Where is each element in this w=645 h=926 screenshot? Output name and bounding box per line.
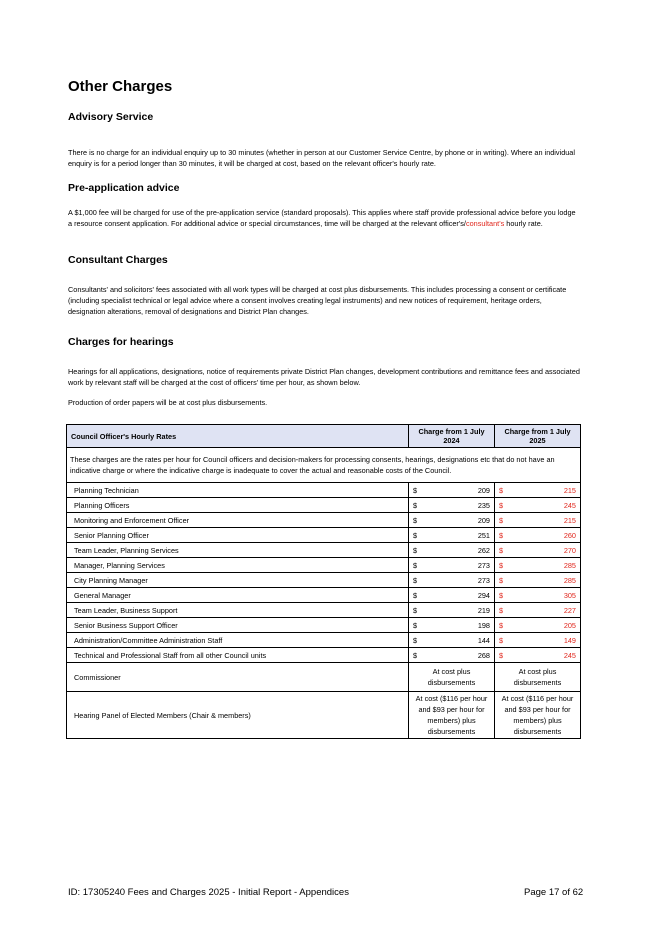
amount: 273 (477, 575, 490, 585)
paragraph-hearings-2: Production of order papers will be at cost plus disbursements. (68, 398, 268, 407)
money-value (499, 501, 576, 510)
money-value (499, 546, 576, 555)
currency-symbol: $ (413, 530, 418, 540)
charge-2024 (409, 618, 495, 633)
role-name: Planning Officers (67, 498, 409, 513)
role-name: Senior Business Support Officer (67, 618, 409, 633)
currency-symbol: $ (413, 500, 418, 510)
money-value (499, 636, 576, 645)
role-name: Administration/Committee Administration Staff (67, 633, 409, 648)
paragraph-consultant-charges: Consultants' and solicitors' fees associated with all work types will be charged at cost plus disbursements. This includes processing a consent or certificate (including specialist technical or legal advice where a consent involves creating legal instruments) and new notices of requirement, heritage orders, designation alterations, removal of designations and District Plan changes. (68, 285, 567, 316)
table-row (67, 498, 581, 513)
charge-2025 (495, 603, 581, 618)
charge-2024 (409, 513, 495, 528)
charge-2024 (409, 648, 495, 663)
currency-symbol: $ (499, 650, 504, 660)
table-header-row (67, 425, 581, 448)
money-value (413, 636, 490, 645)
money-value (413, 531, 490, 540)
amount: 285 (563, 575, 576, 585)
money-value (413, 651, 490, 660)
money-value (499, 531, 576, 540)
hearing-panel-row (67, 692, 581, 739)
amount: 144 (477, 635, 490, 645)
role-name: Monitoring and Enforcement Officer (67, 513, 409, 528)
footer-document-id: ID: 17305240 Fees and Charges 2025 - Initial Report - Appendices (68, 887, 349, 898)
role-name: Hearing Panel of Elected Members (Chair & members) (67, 692, 409, 739)
charge-2025 (495, 573, 581, 588)
currency-symbol: $ (499, 635, 504, 645)
table-note-row (67, 448, 581, 483)
amount: 268 (477, 650, 490, 660)
charge-2024 (409, 603, 495, 618)
heading-consultant-charges: Consultant Charges (68, 254, 168, 266)
currency-symbol: $ (499, 530, 504, 540)
charge-2025: At cost plus disbursements (495, 663, 581, 692)
money-value (413, 606, 490, 615)
currency-symbol: $ (413, 515, 418, 525)
amount: 219 (477, 605, 490, 615)
role-name: Manager, Planning Services (67, 558, 409, 573)
role-name: Team Leader, Business Support (67, 603, 409, 618)
table-row (67, 528, 581, 543)
table-row (67, 558, 581, 573)
money-value (499, 486, 576, 495)
charge-2024 (409, 543, 495, 558)
currency-symbol: $ (499, 515, 504, 525)
amount: 215 (563, 515, 576, 525)
charge-2025 (495, 483, 581, 498)
charge-2024 (409, 588, 495, 603)
amount: 149 (563, 635, 576, 645)
charge-2024 (409, 558, 495, 573)
charge-2024 (409, 573, 495, 588)
currency-symbol: $ (413, 650, 418, 660)
role-name: Technical and Professional Staff from all other Council units (67, 648, 409, 663)
heading-advisory-service: Advisory Service (68, 111, 154, 123)
currency-symbol: $ (413, 575, 418, 585)
heading-pre-application-advice: Pre-application advice (68, 182, 180, 194)
charge-2024: At cost plus disbursements (409, 663, 495, 692)
table-row (67, 573, 581, 588)
table-row (67, 633, 581, 648)
page-title: Other Charges (68, 78, 173, 95)
currency-symbol: $ (499, 560, 504, 570)
pre-app-text-highlight: consultant's (465, 219, 505, 228)
charge-2024 (409, 483, 495, 498)
money-value (499, 606, 576, 615)
table-row (67, 588, 581, 603)
currency-symbol: $ (413, 560, 418, 570)
table-row (67, 543, 581, 558)
charge-2025 (495, 498, 581, 513)
money-value (499, 516, 576, 525)
header-charge-2024: Charge from 1 July 2024 (409, 425, 495, 448)
charge-2025 (495, 618, 581, 633)
amount: 251 (477, 530, 490, 540)
charge-2025: At cost ($116 per hour and $93 per hour for members) plus disbursements (495, 692, 581, 739)
money-value (413, 561, 490, 570)
currency-symbol: $ (413, 635, 418, 645)
money-value (499, 651, 576, 660)
footer-page-number: Page 17 of 62 (524, 887, 584, 898)
amount: 285 (563, 560, 576, 570)
money-value (413, 516, 490, 525)
charge-2025 (495, 648, 581, 663)
heading-charges-for-hearings: Charges for hearings (68, 336, 174, 348)
paragraph-pre-application-advice (68, 207, 580, 229)
pre-app-text-end: hourly rate. (504, 219, 543, 228)
currency-symbol: $ (499, 485, 504, 495)
role-name: General Manager (67, 588, 409, 603)
charge-2025 (495, 513, 581, 528)
amount: 262 (477, 545, 490, 555)
currency-symbol: $ (413, 620, 418, 630)
money-value (413, 576, 490, 585)
amount: 273 (477, 560, 490, 570)
currency-symbol: $ (413, 590, 418, 600)
money-value (413, 501, 490, 510)
currency-symbol: $ (499, 545, 504, 555)
role-name: Commissioner (67, 663, 409, 692)
commissioner-row (67, 663, 581, 692)
money-value (413, 546, 490, 555)
role-name: Team Leader, Planning Services (67, 543, 409, 558)
money-value (499, 561, 576, 570)
charge-2024 (409, 528, 495, 543)
charge-2025 (495, 558, 581, 573)
currency-symbol: $ (499, 605, 504, 615)
charge-2024: At cost ($116 per hour and $93 per hour for members) plus disbursements (409, 692, 495, 739)
amount: 245 (563, 500, 576, 510)
currency-symbol: $ (499, 590, 504, 600)
currency-symbol: $ (499, 575, 504, 585)
currency-symbol: $ (499, 620, 504, 630)
paragraph-advisory-service: There is no charge for an individual enquiry up to 30 minutes (whether in person at our Customer Service Centre, by phone or in writing). Where an individual enquiry is for a period longer than 30 minutes, it will be charged at cost, based on the relevant officer's hourly rate. (68, 148, 575, 168)
amount: 270 (563, 545, 576, 555)
amount: 205 (563, 620, 576, 630)
money-value (499, 591, 576, 600)
money-value (413, 591, 490, 600)
charge-2025 (495, 588, 581, 603)
hourly-rates-table (66, 424, 581, 739)
amount: 209 (477, 485, 490, 495)
table-row (67, 603, 581, 618)
pre-app-text-start: A $1,000 fee will be charged for use of the pre-application service (standard proposals). This applies where staff provide professional advice before you lodge a resource consent application. For additional advice or special circumstances, time will be charged at the relevant officer's/ (68, 208, 576, 228)
role-name: Planning Technician (67, 483, 409, 498)
charge-2024 (409, 633, 495, 648)
amount: 260 (563, 530, 576, 540)
table-row (67, 513, 581, 528)
header-charge-2025: Charge from 1 July 2025 (495, 425, 581, 448)
charge-2025 (495, 528, 581, 543)
table-row (67, 618, 581, 633)
table-row (67, 648, 581, 663)
amount: 215 (563, 485, 576, 495)
charge-2024 (409, 498, 495, 513)
currency-symbol: $ (413, 485, 418, 495)
amount: 209 (477, 515, 490, 525)
header-rates-label: Council Officer's Hourly Rates (67, 425, 409, 448)
role-name: Senior Planning Officer (67, 528, 409, 543)
money-value (413, 621, 490, 630)
role-name: City Planning Manager (67, 573, 409, 588)
money-value (499, 576, 576, 585)
amount: 245 (563, 650, 576, 660)
paragraph-hearings-1: Hearings for all applications, designations, notice of requirements private District Plan changes, development contributions and remittance fees and associated work by relevant staff will be charged at the cost of officers' time per hour, as shown below. (68, 367, 580, 387)
amount: 294 (477, 590, 490, 600)
amount: 305 (563, 590, 576, 600)
currency-symbol: $ (413, 545, 418, 555)
charge-2025 (495, 633, 581, 648)
amount: 227 (563, 605, 576, 615)
charge-2025 (495, 543, 581, 558)
table-row (67, 483, 581, 498)
table-note: These charges are the rates per hour for Council officers and decision-makers for processing consents, hearings, designations etc that do not have an indicative charge or where the indicative charge is inadequate to cover the actual and reasonable costs of the Council. (67, 448, 581, 483)
currency-symbol: $ (499, 500, 504, 510)
money-value (499, 621, 576, 630)
money-value (413, 486, 490, 495)
amount: 235 (477, 500, 490, 510)
amount: 198 (477, 620, 490, 630)
currency-symbol: $ (413, 605, 418, 615)
